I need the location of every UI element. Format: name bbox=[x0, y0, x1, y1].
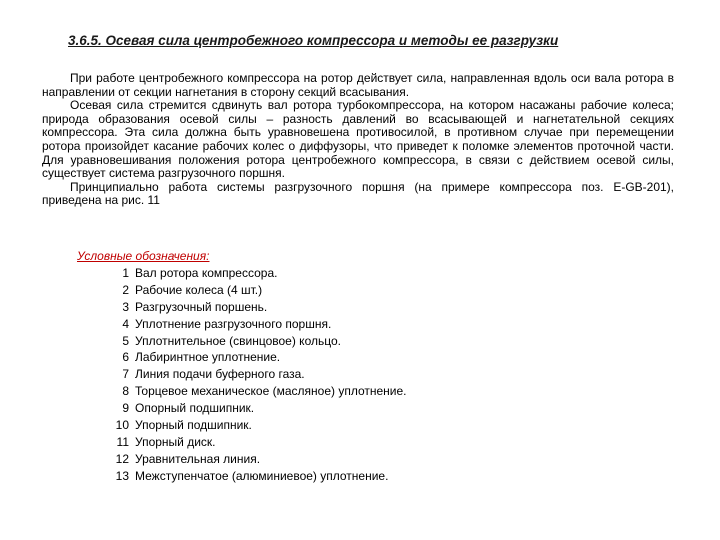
legend-item-number: 1 bbox=[122, 266, 129, 280]
legend-item-text: Торцевое механическое (масляное) уплотнение. bbox=[135, 384, 407, 399]
legend-item-text: Лабиринтное уплотнение. bbox=[135, 350, 281, 365]
legend-item-text: Упорный подшипник. bbox=[135, 418, 252, 433]
legend-item-number: 4 bbox=[122, 316, 129, 331]
legend-item bbox=[77, 299, 597, 316]
legend-item bbox=[77, 333, 597, 350]
legend bbox=[77, 248, 597, 485]
legend-item bbox=[77, 349, 597, 366]
legend-item-number: 11 bbox=[116, 434, 129, 449]
legend-item-text: Упорный диск. bbox=[135, 434, 216, 449]
legend-item-text: Разгрузочный поршень. bbox=[135, 299, 268, 314]
legend-item-text: Рабочие колеса (4 шт.) bbox=[135, 282, 263, 297]
legend-item bbox=[77, 417, 597, 434]
legend-item bbox=[77, 282, 597, 299]
legend-item-text: Уплотнительное (свинцовое) кольцо. bbox=[135, 333, 341, 348]
legend-item-number: 9 bbox=[122, 401, 129, 416]
body-text bbox=[42, 72, 674, 208]
legend-item-number: 3 bbox=[122, 299, 129, 314]
legend-item bbox=[77, 383, 597, 400]
legend-item-number: 10 bbox=[115, 418, 129, 433]
legend-item-number: 12 bbox=[115, 451, 129, 466]
legend-item-number: 5 bbox=[122, 333, 129, 348]
legend-item bbox=[77, 265, 597, 282]
legend-item bbox=[77, 400, 597, 417]
paragraph-1: При работе центробежного компрессора на ротор действует сила, направленная вдоль оси вала ротора в направлении от секции нагнетания в сторону секций всасывания. bbox=[42, 71, 674, 99]
legend-item bbox=[77, 451, 597, 468]
legend-item-text: Межступенчатое (алюминиевое) уплотнение. bbox=[135, 468, 389, 483]
legend-item-number: 8 bbox=[122, 384, 129, 399]
legend-item-text: Уравнительная линия. bbox=[135, 451, 261, 466]
paragraph-3: Принципиально работа системы разгрузочного поршня (на примере компрессора поз. E-GB-201), приведена на рис. 11 bbox=[42, 179, 674, 208]
paragraph-2: Осевая сила стремится сдвинуть вал ротора турбокомпрессора, на котором насажаны рабочие колеса; природа образования осевой силы – разность давлений во всасывающей и нагнетательной секциях компрессора. Эта сила должна быть уравновешена противосилой, в противном случае при перемещении ротора произойдет касание рабочих колес о диффузоры, что приведет к поломке элементов проточной части. Для уравновешивания положения ротора центробежного компрессора, в связи с действием осевой силы, существует система разгрузочного поршня. bbox=[42, 98, 674, 181]
legend-item bbox=[77, 366, 597, 383]
legend-item-number: 6 bbox=[122, 350, 129, 365]
legend-item-text: Опорный подшипник. bbox=[135, 401, 255, 416]
legend-item-text: Вал ротора компрессора. bbox=[135, 266, 278, 280]
section-heading: 3.6.5. Осевая сила центробежного компрессора и методы ее разгрузки bbox=[68, 33, 559, 48]
legend-item bbox=[77, 468, 597, 485]
legend-item-text: Уплотнение разгрузочного поршня. bbox=[135, 316, 332, 331]
legend-item bbox=[77, 316, 597, 333]
legend-item-number: 7 bbox=[122, 367, 129, 382]
legend-list bbox=[77, 265, 597, 485]
legend-item-number: 2 bbox=[122, 282, 129, 297]
legend-item-text: Линия подачи буферного газа. bbox=[135, 367, 305, 382]
legend-item-number: 13 bbox=[115, 468, 129, 483]
legend-title: Условные обозначения: bbox=[77, 249, 210, 263]
legend-item bbox=[77, 434, 597, 451]
